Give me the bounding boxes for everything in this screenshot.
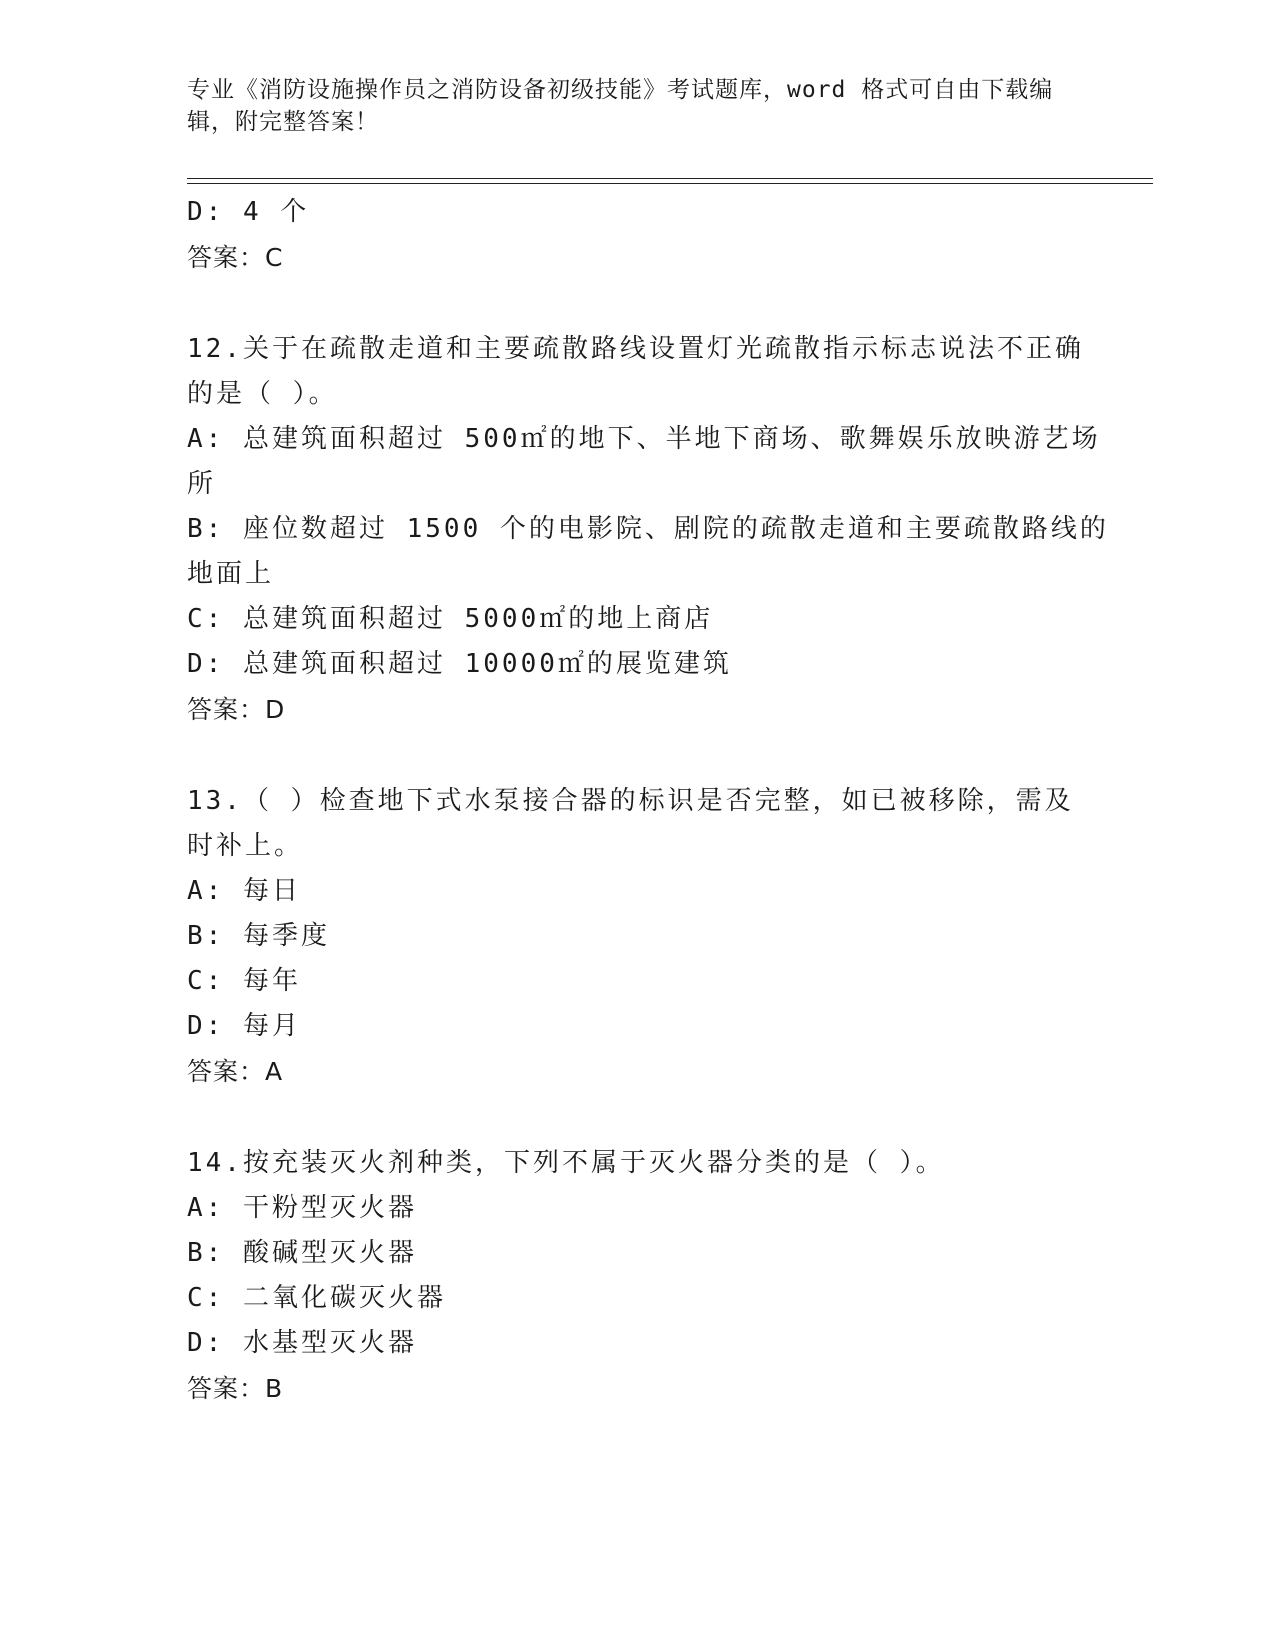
option-d: D: 水基型灭火器 <box>187 1328 417 1358</box>
option-a: A: 干粉型灭火器 <box>187 1193 417 1223</box>
header-line-2: 辑，附完整答案！ <box>187 109 379 135</box>
option-d: D: 总建筑面积超过 10000㎡的展览建筑 <box>187 649 732 679</box>
option-c: C: 总建筑面积超过 5000㎡的地上商店 <box>187 604 714 634</box>
option-b-cont: 地面上 <box>187 559 275 589</box>
option-b: B: 酸碱型灭火器 <box>187 1238 417 1268</box>
answer: 答案：D <box>187 695 286 724</box>
option-a: A: 总建筑面积超过 500㎡的地下、半地下商场、歌舞娱乐放映游艺场 <box>187 424 1101 454</box>
question-13 <box>187 779 1087 1094</box>
question-14 <box>187 1141 1087 1411</box>
option-b: B: 每季度 <box>187 921 330 951</box>
question-stem: 时补上。 <box>187 831 304 861</box>
option-c: C: 二氧化碳灭火器 <box>187 1283 446 1313</box>
question-stem: 12.关于在疏散走道和主要疏散路线设置灯光疏散指示标志说法不正确 <box>187 334 1084 364</box>
question-stem: 的是（ ）。 <box>187 379 338 409</box>
option-c: C: 每年 <box>187 966 301 996</box>
document-header <box>187 74 1067 138</box>
header-line-1: 专业《消防设施操作员之消防设备初级技能》考试题库，word 格式可自由下载编 <box>187 77 1054 103</box>
option-d: D: 每月 <box>187 1011 301 1041</box>
question-stem: 14.按充装灭火剂种类，下列不属于灭火器分类的是（ ）。 <box>187 1148 945 1178</box>
question-12 <box>187 327 1109 732</box>
option-a-cont: 所 <box>187 469 217 499</box>
question-stem: 13.（ ）检查地下式水泵接合器的标识是否完整，如已被移除，需及 <box>187 786 1074 816</box>
prev-option-d: D: 4 个 <box>187 197 310 227</box>
answer: 答案：B <box>187 1374 284 1403</box>
answer: 答案：A <box>187 1057 284 1086</box>
question-content <box>187 190 1109 1411</box>
option-a: A: 每日 <box>187 876 301 906</box>
header-divider-top <box>187 178 1153 179</box>
option-b: B: 座位数超过 1500 个的电影院、剧院的疏散走道和主要疏散路线的 <box>187 514 1109 544</box>
header-divider-bottom <box>187 183 1153 184</box>
prev-answer: 答案：C <box>187 243 284 272</box>
